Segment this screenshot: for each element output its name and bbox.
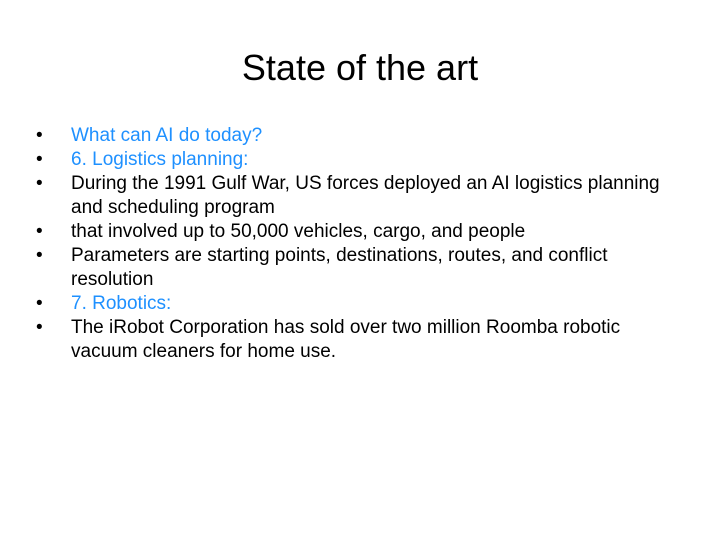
bullet-item [36, 148, 686, 172]
slide-title: State of the art [241, 47, 479, 88]
bullet-text: During the 1991 Gulf War, US forces deployed an AI logistics planning and scheduling program [71, 173, 660, 218]
bullet-text: 6. Logistics planning: [71, 149, 249, 170]
bullet-text: 7. Robotics: [71, 293, 172, 314]
bullet-text: Parameters are starting points, destinations, routes, and conflict resolution [71, 245, 608, 290]
bullet-item [36, 124, 686, 148]
bullet-text: What can AI do today? [71, 125, 263, 146]
bullet-item [36, 292, 686, 316]
bullet-item [36, 244, 686, 292]
bullet-icon: • [36, 317, 43, 338]
bullet-icon: • [36, 221, 43, 242]
bullet-icon: • [36, 173, 43, 194]
bullet-icon: • [36, 149, 43, 170]
bullet-item [36, 316, 686, 364]
bullet-text: The iRobot Corporation has sold over two million Roomba robotic vacuum cleaners for home use. [71, 317, 621, 362]
bullet-icon: • [36, 125, 43, 146]
bullet-icon: • [36, 293, 43, 314]
bullet-icon: • [36, 245, 43, 266]
bullet-list [36, 124, 686, 364]
bullet-item [36, 220, 686, 244]
bullet-item [36, 172, 686, 220]
bullet-text: that involved up to 50,000 vehicles, cargo, and people [71, 221, 526, 242]
